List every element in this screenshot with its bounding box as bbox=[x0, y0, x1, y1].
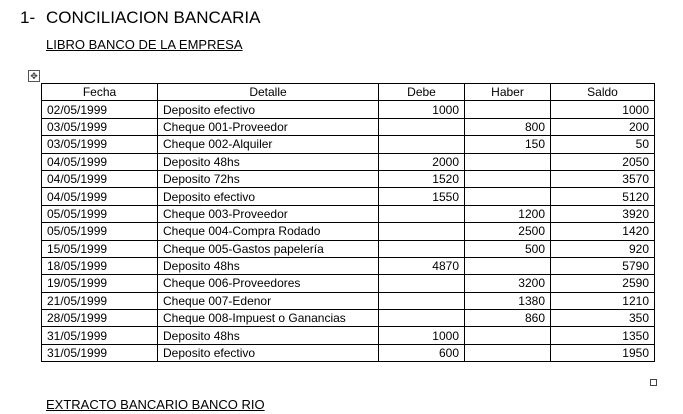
cell-haber[interactable] bbox=[465, 257, 551, 274]
table-row bbox=[42, 205, 655, 222]
cell-debe[interactable] bbox=[379, 275, 465, 292]
cell-detalle[interactable]: Cheque 008-Impuest o Ganancias bbox=[158, 310, 379, 327]
cell-haber[interactable] bbox=[465, 170, 551, 187]
libro-banco-subheading: LIBRO BANCO DE LA EMPRESA bbox=[46, 37, 243, 52]
cell-saldo[interactable]: 1420 bbox=[551, 223, 655, 240]
cell-detalle[interactable]: Cheque 003-Proveedor bbox=[158, 205, 379, 222]
section-number: 1- bbox=[20, 8, 36, 27]
section-heading bbox=[20, 8, 260, 28]
cell-fecha[interactable]: 31/05/1999 bbox=[42, 327, 158, 344]
cell-haber[interactable] bbox=[465, 101, 551, 118]
cell-fecha[interactable]: 28/05/1999 bbox=[42, 310, 158, 327]
cell-fecha[interactable]: 03/05/1999 bbox=[42, 118, 158, 135]
cell-fecha[interactable]: 02/05/1999 bbox=[42, 101, 158, 118]
cell-fecha[interactable]: 05/05/1999 bbox=[42, 205, 158, 222]
table-body bbox=[42, 101, 655, 362]
table-row bbox=[42, 275, 655, 292]
table-row bbox=[42, 240, 655, 257]
table-row bbox=[42, 188, 655, 205]
cell-saldo[interactable]: 1000 bbox=[551, 101, 655, 118]
cell-fecha[interactable]: 05/05/1999 bbox=[42, 223, 158, 240]
move-arrows-icon[interactable]: ✥ bbox=[28, 70, 40, 82]
cell-haber[interactable]: 860 bbox=[465, 310, 551, 327]
cell-haber[interactable] bbox=[465, 327, 551, 344]
cell-haber[interactable]: 1200 bbox=[465, 205, 551, 222]
column-header-haber: Haber bbox=[465, 84, 551, 101]
table-row bbox=[42, 327, 655, 344]
cell-saldo[interactable]: 3570 bbox=[551, 170, 655, 187]
column-header-detalle: Detalle bbox=[158, 84, 379, 101]
table-row bbox=[42, 136, 655, 153]
cell-saldo[interactable]: 50 bbox=[551, 136, 655, 153]
cell-detalle[interactable]: Deposito efectivo bbox=[158, 101, 379, 118]
cell-debe[interactable]: 2000 bbox=[379, 153, 465, 170]
cell-debe[interactable] bbox=[379, 136, 465, 153]
table-row bbox=[42, 310, 655, 327]
cell-fecha[interactable]: 18/05/1999 bbox=[42, 257, 158, 274]
cell-fecha[interactable]: 04/05/1999 bbox=[42, 170, 158, 187]
table-header-row bbox=[42, 84, 655, 101]
cell-debe[interactable]: 600 bbox=[379, 344, 465, 361]
table-row bbox=[42, 118, 655, 135]
libro-banco-table bbox=[41, 83, 655, 362]
table-row bbox=[42, 170, 655, 187]
cell-debe[interactable] bbox=[379, 292, 465, 309]
table-row bbox=[42, 223, 655, 240]
cell-haber[interactable]: 150 bbox=[465, 136, 551, 153]
table-row bbox=[42, 101, 655, 118]
cell-haber[interactable]: 500 bbox=[465, 240, 551, 257]
cell-saldo[interactable]: 1950 bbox=[551, 344, 655, 361]
resize-square-icon[interactable] bbox=[650, 379, 657, 386]
cell-debe[interactable]: 1000 bbox=[379, 327, 465, 344]
cell-fecha[interactable]: 04/05/1999 bbox=[42, 153, 158, 170]
cell-fecha[interactable]: 15/05/1999 bbox=[42, 240, 158, 257]
cell-saldo[interactable]: 5790 bbox=[551, 257, 655, 274]
table-row bbox=[42, 153, 655, 170]
table-row bbox=[42, 257, 655, 274]
cell-debe[interactable] bbox=[379, 310, 465, 327]
cell-debe[interactable] bbox=[379, 118, 465, 135]
cell-fecha[interactable]: 03/05/1999 bbox=[42, 136, 158, 153]
column-header-debe: Debe bbox=[379, 84, 465, 101]
cell-saldo[interactable]: 3920 bbox=[551, 205, 655, 222]
section-title: CONCILIACION BANCARIA bbox=[46, 8, 261, 27]
cell-debe[interactable]: 4870 bbox=[379, 257, 465, 274]
cell-detalle[interactable]: Deposito 48hs bbox=[158, 153, 379, 170]
cell-detalle[interactable]: Deposito 72hs bbox=[158, 170, 379, 187]
column-header-fecha: Fecha bbox=[42, 84, 158, 101]
cell-haber[interactable]: 800 bbox=[465, 118, 551, 135]
cell-debe[interactable]: 1000 bbox=[379, 101, 465, 118]
cell-fecha[interactable]: 04/05/1999 bbox=[42, 188, 158, 205]
cell-haber[interactable]: 3200 bbox=[465, 275, 551, 292]
cell-saldo[interactable]: 1350 bbox=[551, 327, 655, 344]
cell-haber[interactable]: 2500 bbox=[465, 223, 551, 240]
cell-detalle[interactable]: Deposito efectivo bbox=[158, 344, 379, 361]
column-header-saldo: Saldo bbox=[551, 84, 655, 101]
cell-detalle[interactable]: Cheque 005-Gastos papelería bbox=[158, 240, 379, 257]
cell-debe[interactable]: 1520 bbox=[379, 170, 465, 187]
cell-detalle[interactable]: Cheque 001-Proveedor bbox=[158, 118, 379, 135]
cell-debe[interactable] bbox=[379, 205, 465, 222]
cell-saldo[interactable]: 5120 bbox=[551, 188, 655, 205]
cell-saldo[interactable]: 350 bbox=[551, 310, 655, 327]
cell-debe[interactable] bbox=[379, 240, 465, 257]
cell-saldo[interactable]: 2050 bbox=[551, 153, 655, 170]
cell-saldo[interactable]: 200 bbox=[551, 118, 655, 135]
table-row bbox=[42, 292, 655, 309]
cell-detalle[interactable]: Deposito 48hs bbox=[158, 327, 379, 344]
cell-debe[interactable]: 1550 bbox=[379, 188, 465, 205]
cell-detalle[interactable]: Cheque 006-Proveedores bbox=[158, 275, 379, 292]
cell-haber[interactable] bbox=[465, 188, 551, 205]
cell-fecha[interactable]: 21/05/1999 bbox=[42, 292, 158, 309]
cell-fecha[interactable]: 19/05/1999 bbox=[42, 275, 158, 292]
cell-haber[interactable]: 1380 bbox=[465, 292, 551, 309]
cell-fecha[interactable]: 31/05/1999 bbox=[42, 344, 158, 361]
cell-detalle[interactable]: Deposito 48hs bbox=[158, 257, 379, 274]
cell-detalle[interactable]: Cheque 002-Alquiler bbox=[158, 136, 379, 153]
cell-saldo[interactable]: 920 bbox=[551, 240, 655, 257]
cell-detalle[interactable]: Cheque 007-Edenor bbox=[158, 292, 379, 309]
table-row bbox=[42, 344, 655, 361]
cell-saldo[interactable]: 1210 bbox=[551, 292, 655, 309]
cell-saldo[interactable]: 2590 bbox=[551, 275, 655, 292]
extracto-bancario-heading: EXTRACTO BANCARIO BANCO RIO bbox=[46, 397, 265, 412]
cell-detalle[interactable]: Cheque 004-Compra Rodado bbox=[158, 223, 379, 240]
cell-haber[interactable] bbox=[465, 153, 551, 170]
cell-haber[interactable] bbox=[465, 344, 551, 361]
cell-detalle[interactable]: Deposito efectivo bbox=[158, 188, 379, 205]
cell-debe[interactable] bbox=[379, 223, 465, 240]
